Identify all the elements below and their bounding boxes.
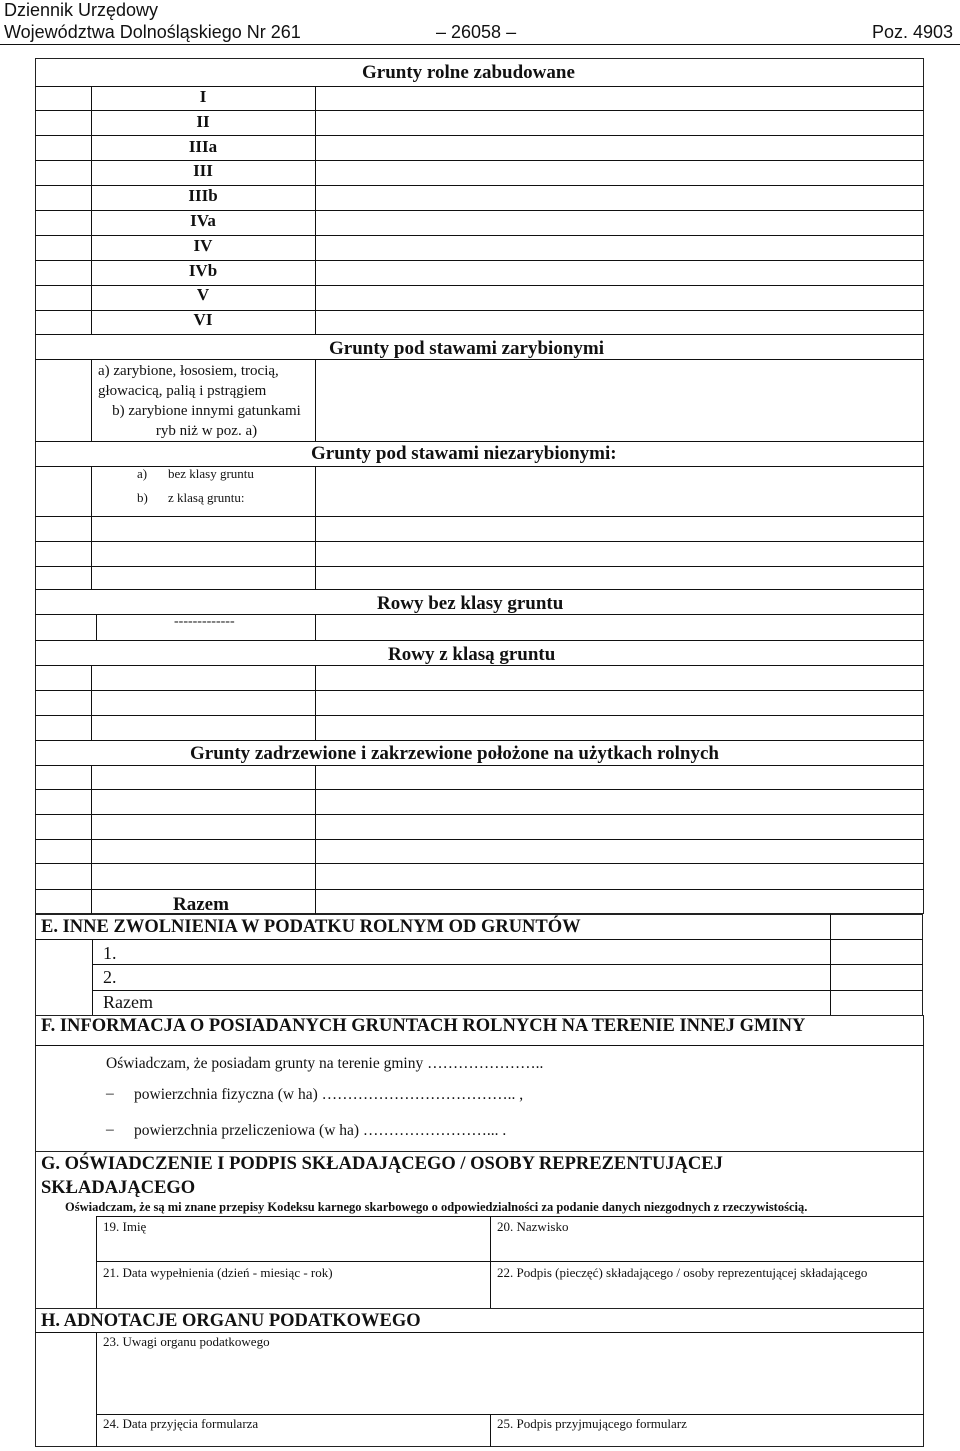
section-f-dash-2: –	[106, 1121, 114, 1138]
section-g-title-line2: SKŁADAJĄCEGO	[41, 1178, 196, 1198]
soil-class-label: V	[196, 285, 210, 305]
section-g-rule	[96, 1261, 924, 1262]
table-row-rule	[35, 863, 924, 864]
section-g-rule	[490, 1216, 491, 1309]
heading-rowy-z-klasa: Rowy z klasą gruntu	[388, 644, 556, 665]
section-e-item-2: 2.	[103, 967, 117, 987]
section-g-statement: Oświadczam, że są mi znane przepisy Kodeksu karnego skarbowego o odpowiedzialności za podanie danych niezgodnych z rzeczywistością.	[65, 1200, 808, 1214]
table-row-rule	[35, 715, 924, 716]
table-row-rule	[35, 441, 924, 442]
table-row-rule	[35, 640, 924, 641]
position-number: Poz. 4903	[872, 22, 954, 42]
table-row-rule	[35, 541, 924, 542]
table-row-rule	[35, 516, 924, 517]
soil-class-label: IVb	[188, 260, 218, 280]
section-h-rule	[96, 1332, 97, 1447]
heading-stawy-zarybione: Grunty pod stawami zarybionymi	[329, 338, 604, 359]
section-e-rule	[92, 939, 93, 1016]
label-niezarybione-b-letter: b)	[137, 490, 148, 505]
soil-class-label: I	[199, 87, 207, 106]
table-col-rule	[315, 614, 316, 640]
section-f-title: F. INFORMACJA O POSIADANYCH GRUNTACH ROLNYCH NA TERENIE INNEJ GMINY	[41, 1016, 806, 1036]
section-h-rule	[35, 1332, 924, 1333]
label-niezarybione-a: bez klasy gruntu	[168, 466, 254, 481]
soil-class-label: IVa	[190, 211, 216, 230]
heading-rowy-bez-klasy: Rowy bez klasy gruntu	[377, 593, 564, 614]
table-col-rule	[91, 466, 92, 589]
label-niezarybione-b: z klasą gruntu:	[168, 490, 245, 505]
section-h-rule	[96, 1414, 924, 1415]
field-21-date[interactable]: 21. Data wypełnienia (dzień - miesiąc - rok)	[103, 1265, 333, 1280]
soil-class-label: III	[193, 161, 213, 181]
section-g-rule	[96, 1216, 97, 1309]
section-e-item-1: 1.	[103, 943, 117, 963]
heading-zadrzewione: Grunty zadrzewione i zakrzewione położone na użytkach rolnych	[190, 743, 719, 764]
field-23-remarks[interactable]: 23. Uwagi organu podatkowego	[103, 1334, 270, 1349]
table-col-rule	[315, 86, 316, 334]
section-f-area-physical: powierzchnia fizyczna (w ha) ……………………………….. ,	[134, 1086, 524, 1103]
field-19-first-name[interactable]: 19. Imię	[103, 1219, 147, 1234]
field-25-receiver-signature[interactable]: 25. Podpis przyjmującego formularz	[497, 1416, 687, 1431]
table-col-rule	[91, 765, 92, 914]
section-f-rule	[35, 1045, 924, 1046]
voivodeship-issue: Województwa Dolnośląskiego Nr 261	[4, 22, 301, 42]
journal-title: Dziennik Urzędowy	[4, 0, 159, 20]
label-razem-d: Razem	[173, 894, 229, 915]
heading-stawy-niezarybione: Grunty pod stawami niezarybionymi:	[311, 443, 617, 464]
section-g-title-line1: G. OŚWIADCZENIE I PODPIS SKŁADAJĄCEGO / OSOBY REPREZENTUJĄCEJ	[41, 1154, 723, 1174]
table-col-rule	[315, 765, 316, 914]
table-row-rule	[35, 814, 924, 815]
soil-class-label: IIIa	[188, 136, 218, 156]
field-22-signature[interactable]: 22. Podpis (pieczęć) składającego / osoby reprezentującej składającego	[497, 1265, 868, 1280]
table-col-rule	[96, 614, 97, 640]
field-24-receipt-date[interactable]: 24. Data przyjęcia formularza	[103, 1416, 259, 1431]
soil-class-label: IIIb	[188, 186, 218, 206]
label-niezarybione-a-letter: a)	[137, 466, 148, 481]
table-row-rule	[35, 789, 924, 790]
table-row-rule	[35, 334, 924, 335]
section-h-rule	[490, 1414, 491, 1447]
table-row-rule	[35, 765, 924, 766]
page-number: – 26058 –	[436, 22, 517, 42]
section-f-dash-1: –	[106, 1085, 114, 1102]
section-e-rule	[92, 990, 923, 991]
section-e-rule	[92, 964, 923, 965]
heading-grunty-rolne-zabudowane: Grunty rolne zabudowane	[362, 62, 575, 83]
section-e-rule	[35, 939, 923, 940]
table-col-rule	[315, 665, 316, 740]
section-f-area-converted: powierzchnia przeliczeniowa (w ha) ……………………... .	[134, 1122, 507, 1139]
table-row-rule	[35, 566, 924, 567]
section-f-declaration: Oświadczam, że posiadam grunty na terenie gminy …………………..	[106, 1055, 544, 1072]
table-row-rule	[35, 889, 924, 890]
table-col-rule	[91, 665, 92, 740]
section-g-rule	[96, 1216, 924, 1217]
table-row-rule	[35, 839, 924, 840]
table-row-rule	[35, 690, 924, 691]
table-col-rule	[315, 466, 316, 589]
header-rule	[0, 44, 960, 45]
field-20-last-name[interactable]: 20. Nazwisko	[497, 1219, 569, 1234]
table-row-rule	[35, 589, 924, 590]
section-e-title: E. INNE ZWOLNIENIA W PODATKU ROLNYM OD GRUNTÓW	[41, 917, 581, 937]
section-e-razem: Razem	[103, 992, 153, 1012]
dashes-placeholder: -------------	[174, 614, 235, 629]
section-e-rule	[830, 914, 831, 1016]
table-col-rule	[91, 359, 92, 441]
section-h-title: H. ADNOTACJE ORGANU PODATKOWEGO	[41, 1311, 421, 1331]
soil-class-label: II	[196, 111, 210, 131]
table-row-rule	[35, 740, 924, 741]
soil-class-label: IV	[193, 235, 213, 255]
label-zarybione-b: b) zarybione innymi gatunkami ryb niż w poz. a)	[112, 403, 301, 439]
soil-class-label: VI	[193, 310, 213, 330]
table-col-rule	[315, 359, 316, 441]
label-zarybione-a: a) zarybione, łososiem, trocią, głowacicą, palią i pstrągiem	[98, 363, 279, 399]
